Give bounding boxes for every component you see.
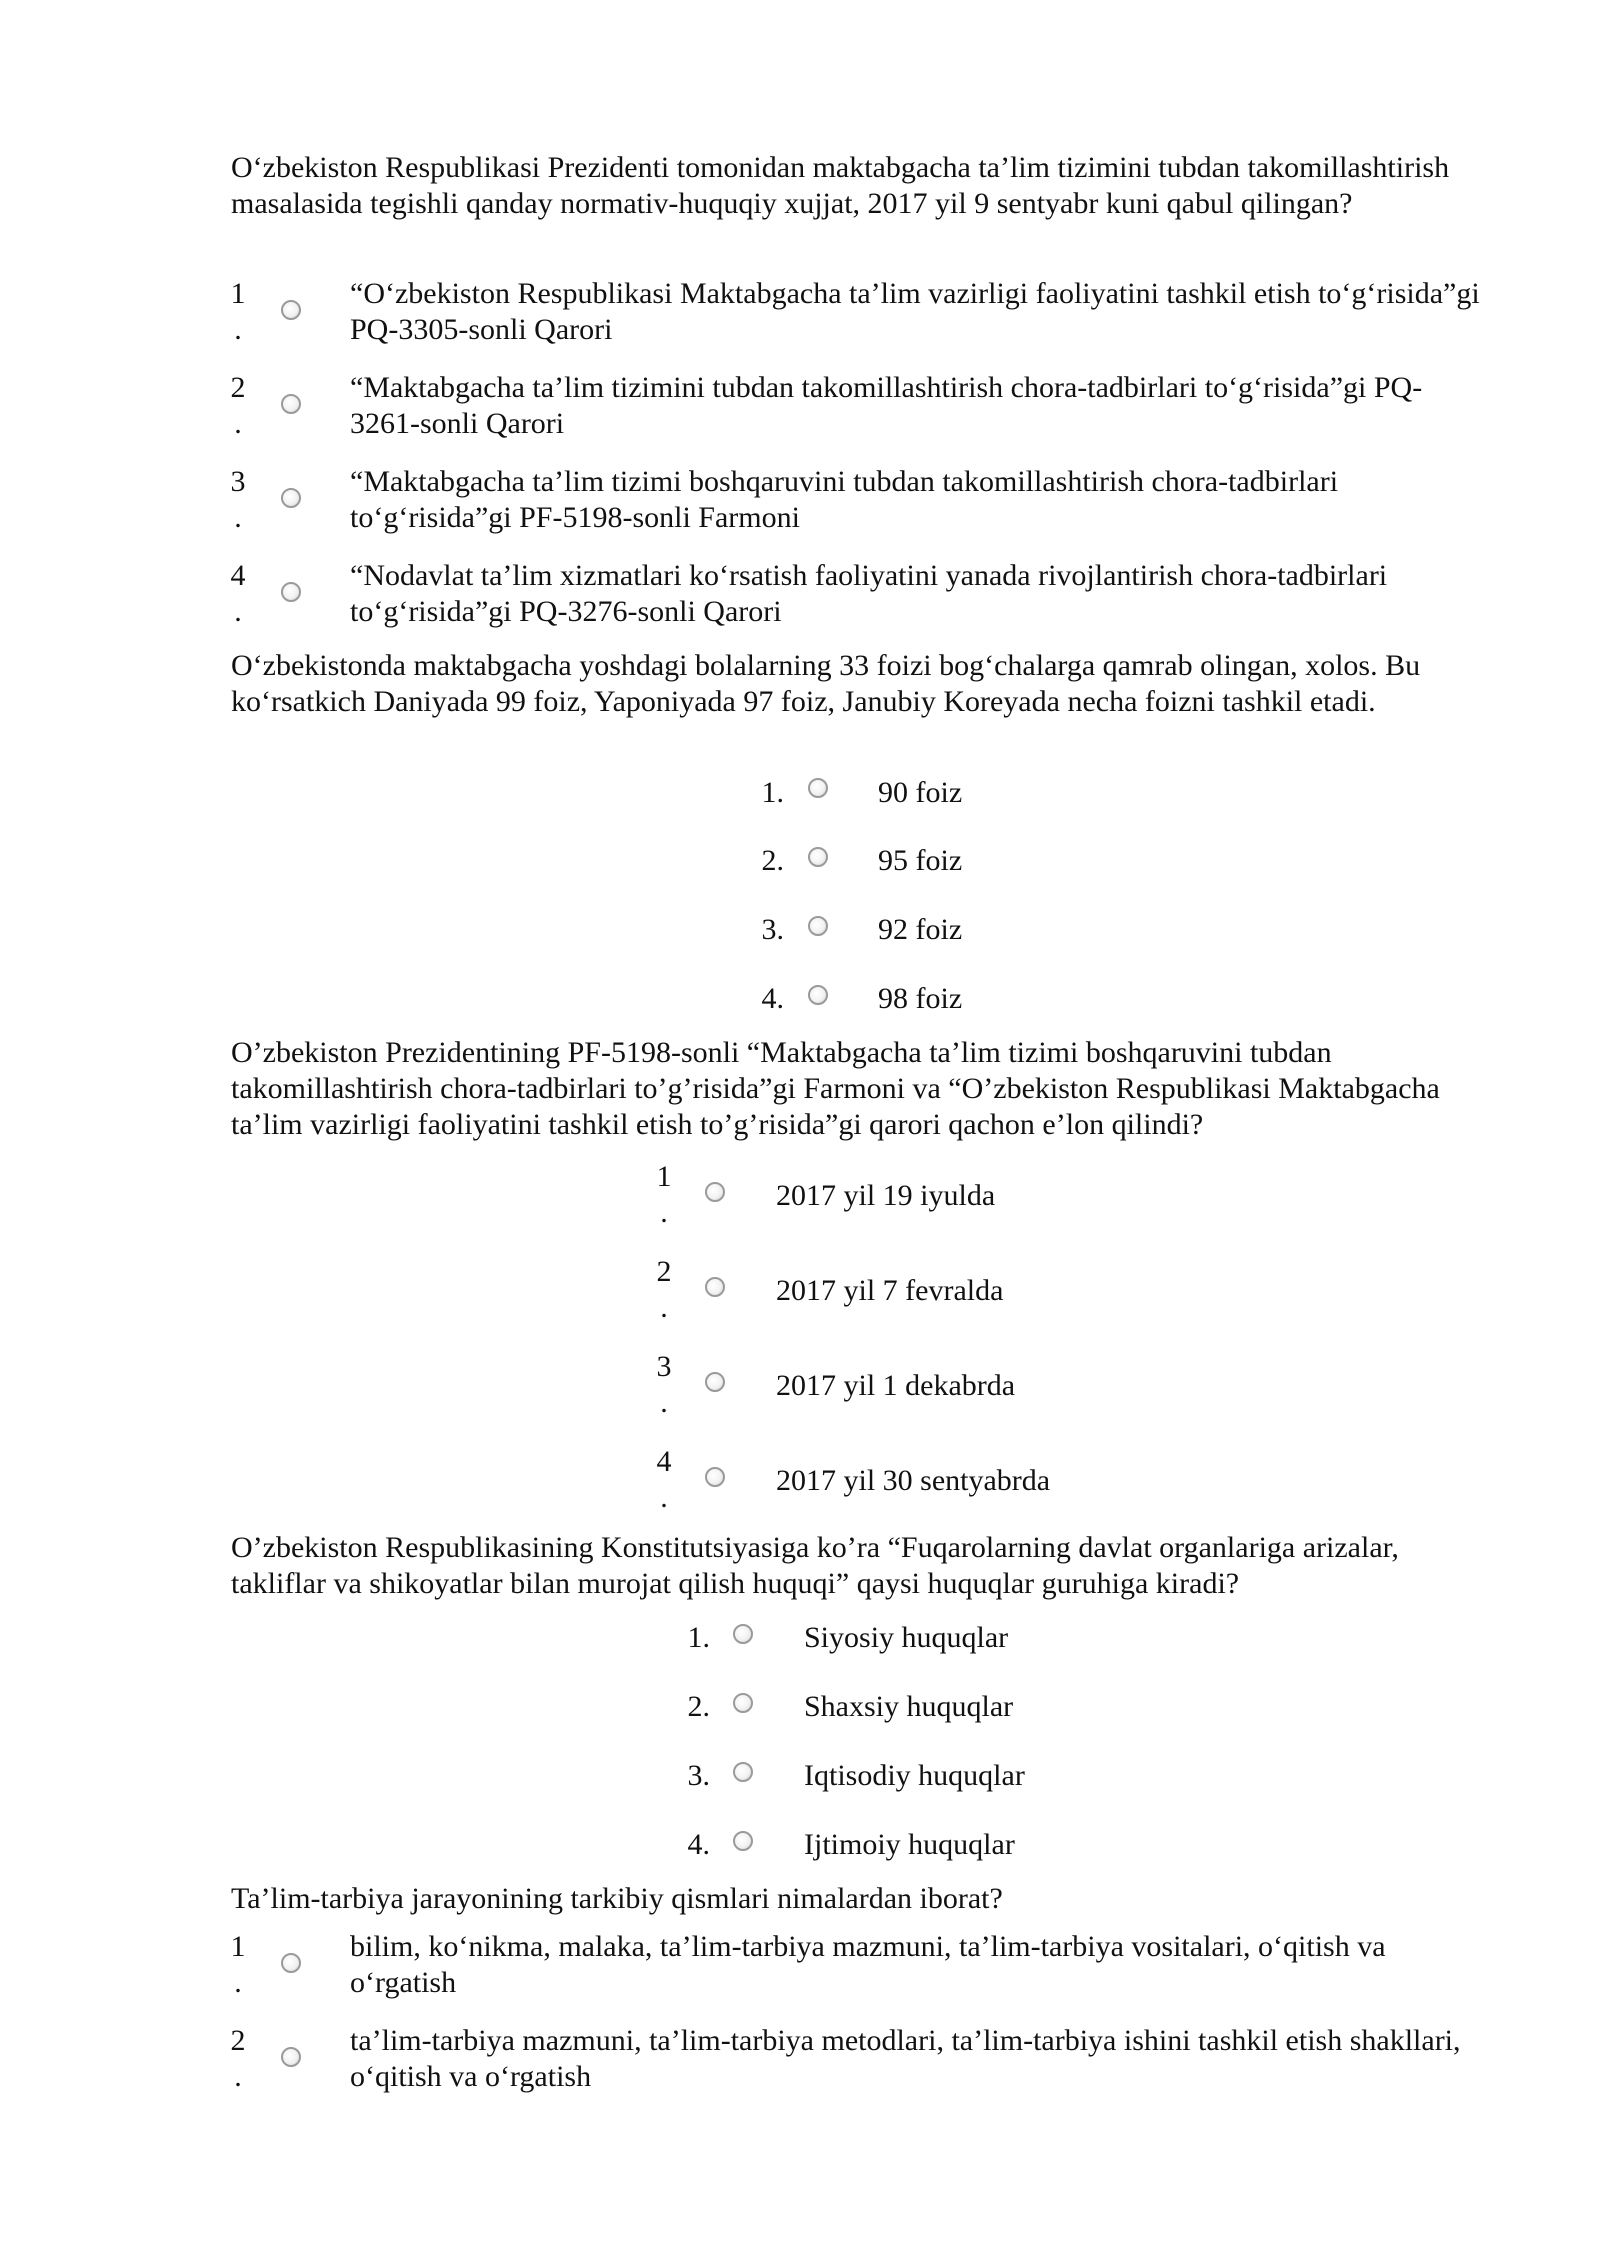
question-3-text: O’zbekiston Prezidentining PF-5198-sonli “Maktabgacha ta’lim tizimi boshqaruvini tubdan takomillashtirish chora-tadbirlari to’g’risida”gi Farmoni va “O’zbekiston Respublikasi Maktabgacha ta’lim vazirligi faoliyatini tashkil etish to’g’risida”gi qarori qachon e’lon qilindi? (231, 1036, 1440, 1141)
q4-option-4-radio-icon[interactable] (733, 1831, 753, 1851)
q4-option-3-number: 3. (687, 1759, 710, 1792)
question-5-text: Ta’lim-tarbiya jarayonining tarkibiy qismlari nimalardan iborat? (231, 1882, 1003, 1915)
q5-option-2-text: ta’lim-tarbiya mazmuni, ta’lim-tarbiya metodlari, ta’lim-tarbiya ishini tashkil etish shakllari, o‘qitish va o‘rgatish (350, 2024, 1461, 2093)
q1-option-4-dot: . (234, 595, 242, 628)
q4-option-3-text: Iqtisodiy huquqlar (804, 1759, 1025, 1792)
q2-option-3-text: 92 foiz (878, 913, 963, 946)
q5-option-1-dot: . (234, 1966, 242, 1999)
q5-option-1-text: bilim, ko‘nikma, malaka, ta’lim-tarbiya mazmuni, ta’lim-tarbiya vositalari, o‘qitish va o‘rgatish (350, 1930, 1386, 1999)
q3-option-4-dot: . (660, 1481, 668, 1514)
q3-option-3-number: 3 (656, 1350, 672, 1383)
q4-option-4-number: 4. (687, 1828, 710, 1861)
q1-option-1-dot: . (234, 313, 242, 346)
question-2-text: O‘zbekistonda maktabgacha yoshdagi bolalarning 33 foizi bog‘chalarga qamrab olingan, xolos. Bu ko‘rsatkich Daniyada 99 foiz, Yaponiyada 97 foiz, Janubiy Koreyada necha foizni tashkil etadi. (231, 649, 1421, 718)
q5-option-2-number: 2 (230, 2024, 246, 2057)
q3-option-1-text: 2017 yil 19 iyulda (776, 1179, 996, 1212)
q4-option-4-text: Ijtimoiy huquqlar (804, 1828, 1015, 1861)
q3-option-3-radio-icon[interactable] (705, 1372, 725, 1392)
q4-option-1-radio-icon[interactable] (733, 1624, 753, 1644)
q3-option-3-text: 2017 yil 1 dekabrda (776, 1369, 1016, 1402)
q1-option-4-text: “Nodavlat ta’lim xizmatlari ko‘rsatish faoliyatini yanada rivojlantirish chora-tadbirlari to‘g‘risida”gi PQ-3276-sonli Qarori (350, 559, 1388, 628)
q5-option-2-radio-icon[interactable] (281, 2047, 301, 2067)
q3-option-4-number: 4 (656, 1445, 672, 1478)
q1-option-4-number: 4 (230, 559, 246, 592)
q3-option-1-radio-icon[interactable] (705, 1182, 725, 1202)
q3-option-2-dot: . (660, 1291, 668, 1324)
question-1-text: O‘zbekiston Respublikasi Prezidenti tomonidan maktabgacha ta’lim tizimini tubdan takomillashtirish masalasida tegishli qanday normativ-huquqiy xujjat, 2017 yil 9 sentyabr kuni qabul qilingan? (231, 151, 1450, 220)
q1-option-3-number: 3 (230, 465, 246, 498)
q4-option-2-radio-icon[interactable] (733, 1693, 753, 1713)
q2-option-3-radio-icon[interactable] (808, 916, 828, 936)
q5-option-1-radio-icon[interactable] (281, 1953, 301, 1973)
q3-option-1-dot: . (660, 1196, 668, 1229)
q3-option-3-dot: . (660, 1386, 668, 1419)
q1-option-2-number: 2 (230, 371, 246, 404)
q2-option-4-number: 4. (761, 982, 784, 1015)
q1-option-3-dot: . (234, 501, 242, 534)
q1-option-3-radio-icon[interactable] (281, 488, 301, 508)
q2-option-2-number: 2. (761, 844, 784, 877)
q3-option-2-text: 2017 yil 7 fevralda (776, 1274, 1004, 1307)
q2-option-1-number: 1. (761, 776, 784, 809)
question-4-text: O’zbekiston Respublikasining Konstitutsiyasiga ko’ra “Fuqarolarning davlat organlariga arizalar, takliflar va shikoyatlar bilan murojat qilish huquqi” qaysi huquqlar guruhiga kiradi? (231, 1531, 1399, 1600)
q1-option-4-radio-icon[interactable] (281, 582, 301, 602)
q4-option-2-text: Shaxsiy huquqlar (804, 1690, 1014, 1723)
q4-option-2-number: 2. (687, 1690, 710, 1723)
q1-option-2-text: “Maktabgacha ta’lim tizimini tubdan takomillashtirish chora-tadbirlari to‘g‘risida”gi PQ-3261-sonli Qarori (350, 371, 1423, 440)
q4-option-3-radio-icon[interactable] (733, 1762, 753, 1782)
q1-option-2-radio-icon[interactable] (281, 394, 301, 414)
q2-option-3-number: 3. (761, 913, 784, 946)
q3-option-4-text: 2017 yil 30 sentyabrda (776, 1464, 1051, 1497)
q1-option-1-number: 1 (230, 277, 246, 310)
q1-option-1-text: “O‘zbekiston Respublikasi Maktabgacha ta’lim vazirligi faoliyatini tashkil etish to‘g‘risida”gi PQ-3305-sonli Qarori (350, 277, 1480, 346)
q2-option-1-text: 90 foiz (878, 776, 963, 809)
q5-option-2-dot: . (234, 2060, 242, 2093)
q4-option-1-text: Siyosiy huquqlar (804, 1621, 1009, 1654)
q4-option-1-number: 1. (687, 1621, 710, 1654)
q2-option-1-radio-icon[interactable] (808, 778, 828, 798)
q1-option-3-text: “Maktabgacha ta’lim tizimi boshqaruvini tubdan takomillashtirish chora-tadbirlari to‘g‘risida”gi PF-5198-sonli Farmoni (350, 465, 1339, 534)
q2-option-4-radio-icon[interactable] (808, 985, 828, 1005)
q3-option-1-number: 1 (656, 1160, 672, 1193)
q2-option-4-text: 98 foiz (878, 982, 963, 1015)
q1-option-2-dot: . (234, 407, 242, 440)
q2-option-2-radio-icon[interactable] (808, 847, 828, 867)
q3-option-2-number: 2 (656, 1255, 672, 1288)
q5-option-1-number: 1 (230, 1930, 246, 1963)
q3-option-2-radio-icon[interactable] (705, 1277, 725, 1297)
q2-option-2-text: 95 foiz (878, 844, 963, 877)
q3-option-4-radio-icon[interactable] (705, 1467, 725, 1487)
q1-option-1-radio-icon[interactable] (281, 300, 301, 320)
